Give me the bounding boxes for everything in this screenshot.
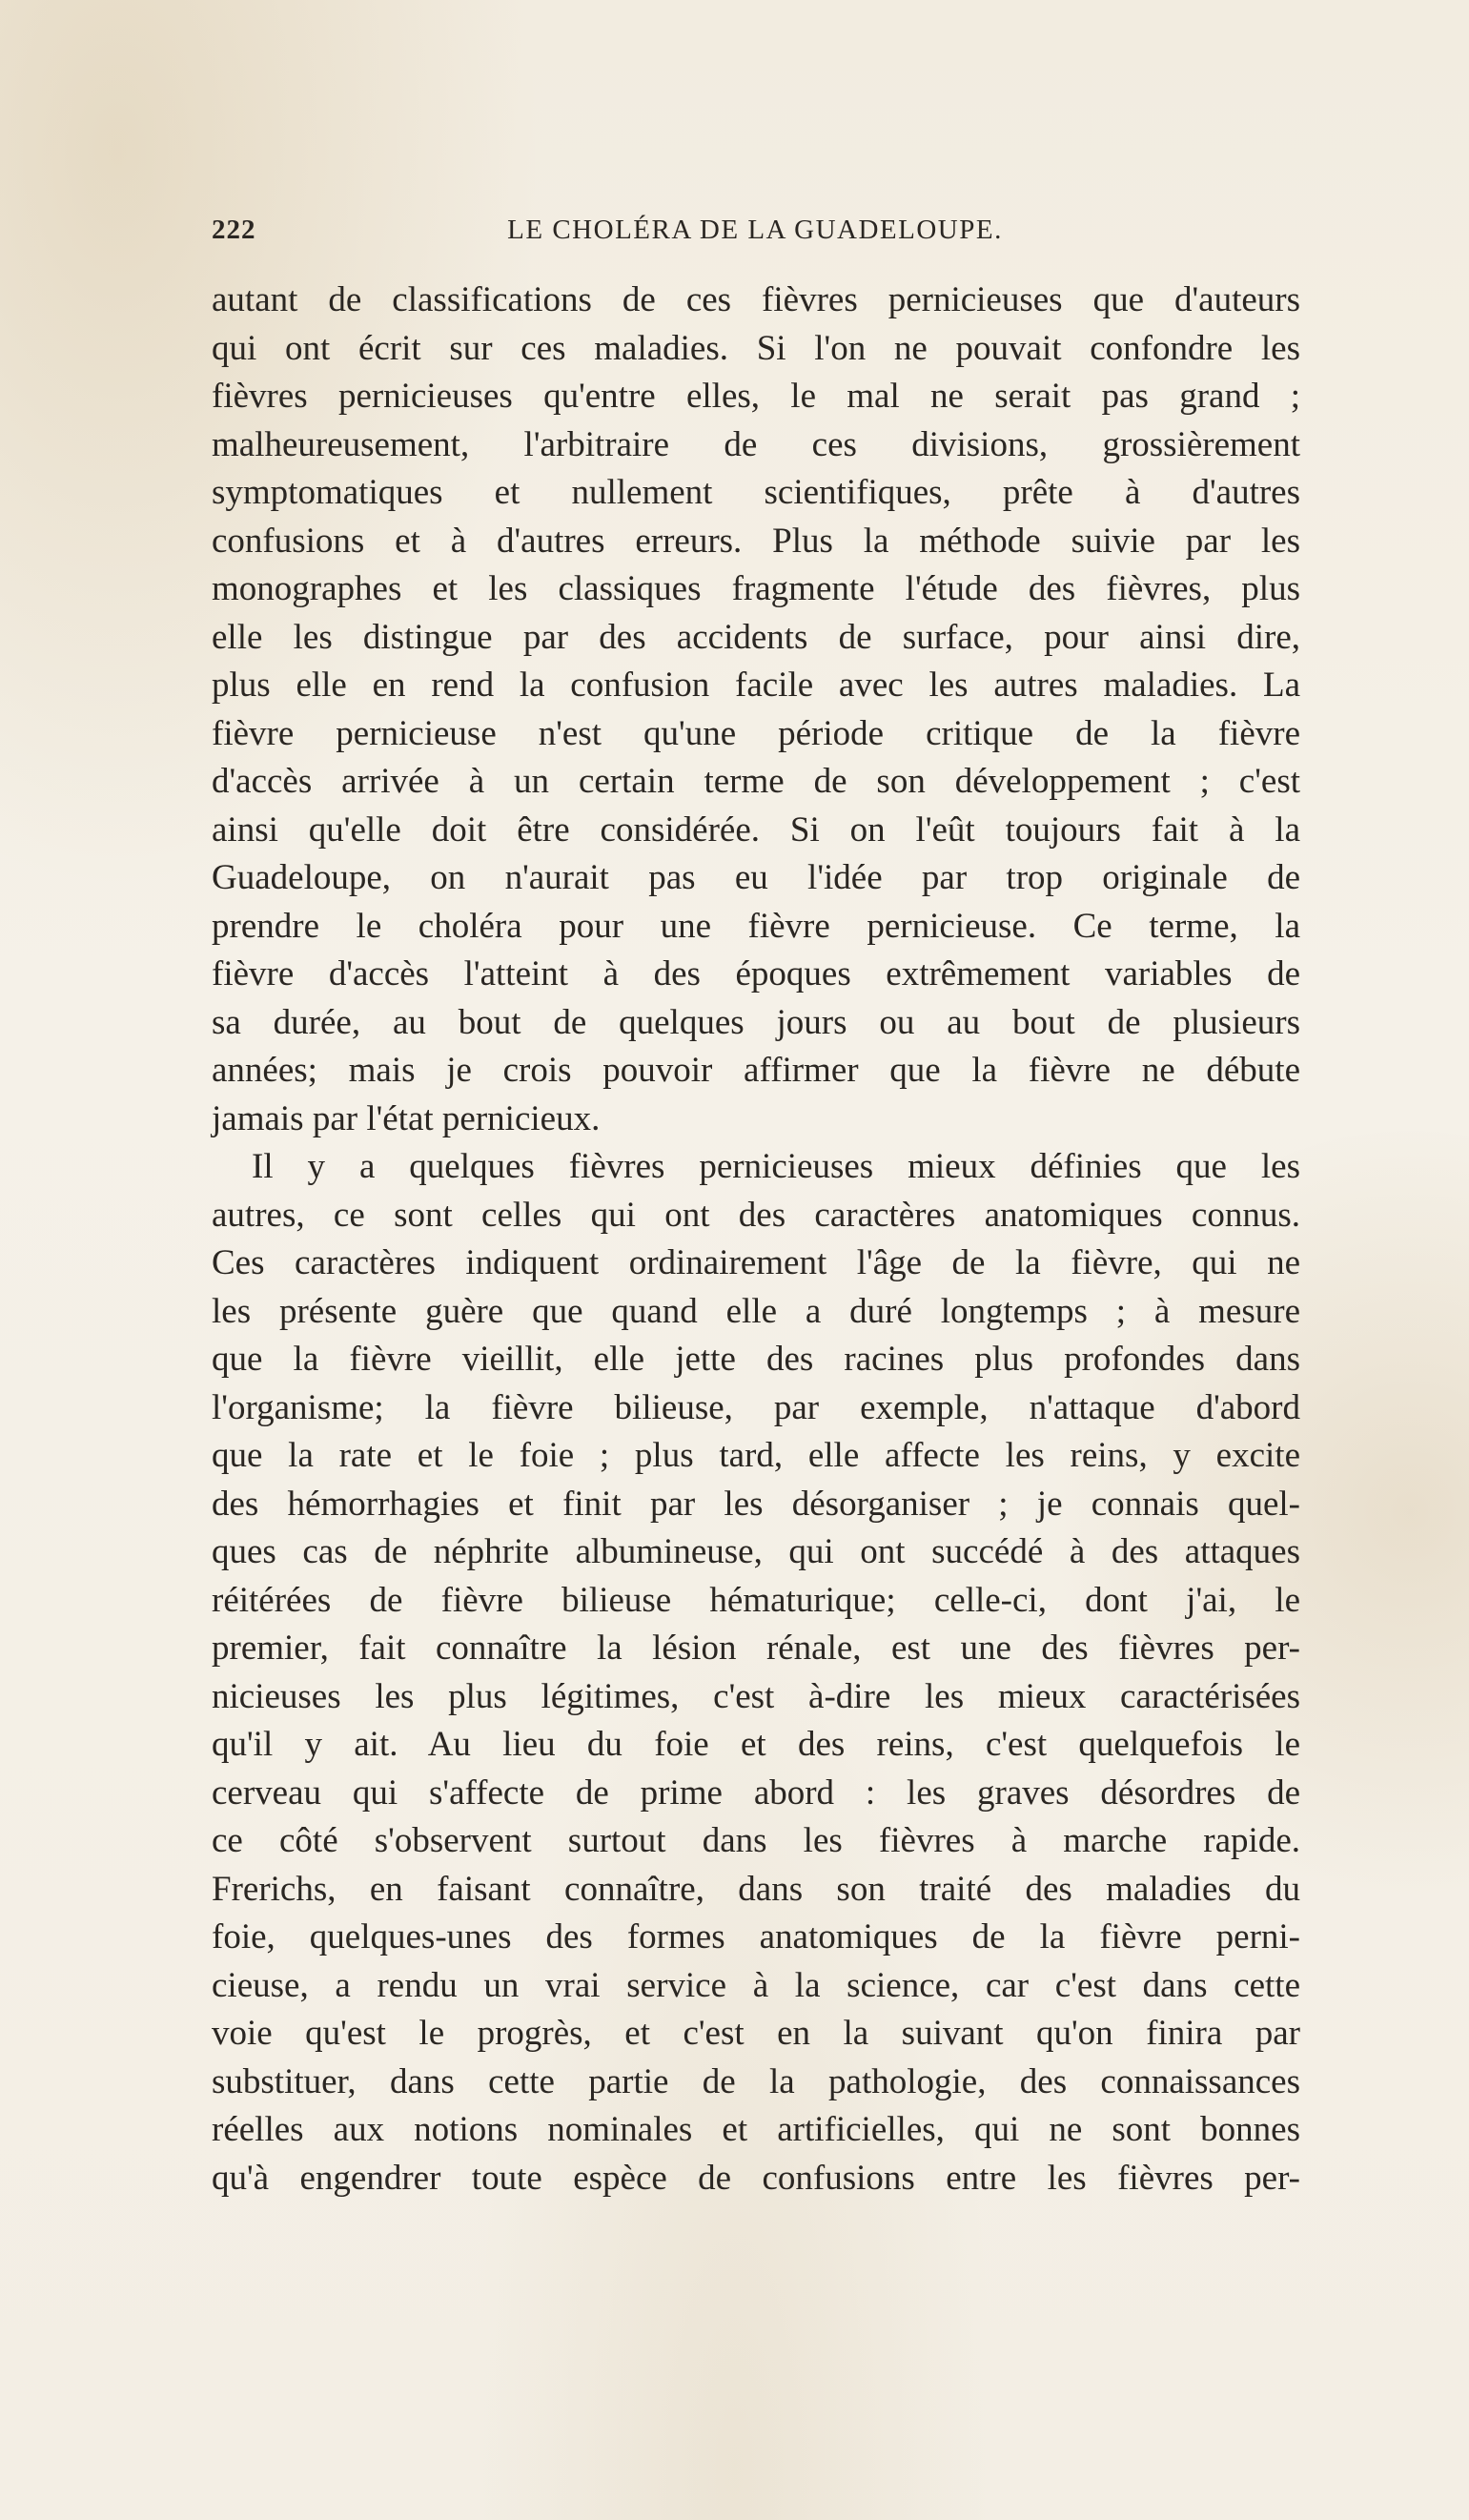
text-line: monographes et les classiques fragmente l'étude des fièvres, plus <box>212 569 1300 608</box>
text-line: symptomatiques et nullement scientifiques, prête à d'autres <box>212 473 1300 512</box>
text-line: Ces caractères indiquent ordinairement l'âge de la fièvre, qui ne <box>212 1243 1300 1282</box>
body-text <box>212 277 1300 2202</box>
text-line: ce côté s'observent surtout dans les fièvres à marche rapide. <box>212 1821 1300 1860</box>
text-line: cerveau qui s'affecte de prime abord : les graves désordres de <box>212 1772 1300 1813</box>
text-line: fièvres pernicieuses qu'entre elles, le mal ne serait pas grand ; <box>212 377 1300 416</box>
text-line: ainsi qu'elle doit être considérée. Si on l'eût toujours fait à la <box>212 809 1300 850</box>
paragraph-end-line: jamais par l'état pernicieux. <box>212 1098 601 1138</box>
page-header <box>212 215 1298 253</box>
text-line: qui ont écrit sur ces maladies. Si l'on ne pouvait confondre les <box>212 328 1300 368</box>
text-line: fièvre d'accès l'atteint à des époques extrêmement variables de <box>212 954 1300 994</box>
text-line: substituer, dans cette partie de la pathologie, des connaissances <box>212 2061 1300 2101</box>
text-line: réitérées de fièvre bilieuse hématurique; celle-ci, dont j'ai, le <box>212 1580 1300 1620</box>
text-line: ques cas de néphrite albumineuse, qui ont succédé à des attaques <box>212 1532 1300 1571</box>
text-line: premier, fait connaître la lésion rénale, est une des fièvres per- <box>212 1629 1300 1668</box>
text-line: les présente guère que quand elle a duré longtemps ; à mesure <box>212 1291 1300 1331</box>
text-line: plus elle en rend la confusion facile avec les autres maladies. La <box>212 666 1300 705</box>
text-line: voie qu'est le progrès, et c'est en la suivant qu'on finira par <box>212 2014 1300 2053</box>
text-line: des hémorrhagies et finit par les désorganiser ; je connais quel- <box>212 1484 1300 1524</box>
text-line: autant de classifications de ces fièvres pernicieuses que d'auteurs <box>212 280 1300 319</box>
text-line: Guadeloupe, on n'aurait pas eu l'idée par trop originale de <box>212 858 1300 897</box>
running-head: LE CHOLÉRA DE LA GUADELOUPE. <box>507 215 1003 245</box>
text-line: qu'il y ait. Au lieu du foie et des reins, c'est quelquefois le <box>212 1725 1300 1764</box>
text-line: malheureusement, l'arbitraire de ces divisions, grossièrement <box>212 424 1300 464</box>
text-line: que la fièvre vieillit, elle jette des racines plus profondes dans <box>212 1340 1300 1379</box>
text-line: qu'à engendrer toute espèce de confusions entre les fièvres per- <box>212 2158 1300 2198</box>
text-line: prendre le choléra pour une fièvre pernicieuse. Ce terme, la <box>212 906 1300 946</box>
text-line: fièvre pernicieuse n'est qu'une période critique de la fièvre <box>212 713 1300 753</box>
text-line: l'organisme; la fièvre bilieuse, par exemple, n'attaque d'abord <box>212 1387 1300 1427</box>
text-line: elle les distingue par des accidents de surface, pour ainsi dire, <box>212 617 1300 657</box>
text-line: années; mais je crois pouvoir affirmer que la fièvre ne débute <box>212 1051 1300 1090</box>
text-line: réelles aux notions nominales et artificielles, qui ne sont bonnes <box>212 2110 1300 2149</box>
text-line: d'accès arrivée à un certain terme de son développement ; c'est <box>212 762 1300 801</box>
text-line: confusions et à d'autres erreurs. Plus la méthode suivie par les <box>212 521 1300 561</box>
text-line: Frerichs, en faisant connaître, dans son traité des maladies du <box>212 1869 1300 1909</box>
text-line: que la rate et le foie ; plus tard, elle affecte les reins, y excite <box>212 1436 1300 1475</box>
page-number: 222 <box>212 215 256 245</box>
text-line: sa durée, au bout de quelques jours ou au bout de plusieurs <box>212 1002 1300 1042</box>
text-line: autres, ce sont celles qui ont des caractères anatomiques connus. <box>212 1195 1300 1235</box>
text-line: nicieuses les plus légitimes, c'est à-dire les mieux caractérisées <box>212 1676 1300 1716</box>
text-line: foie, quelques-unes des formes anatomiques de la fièvre perni- <box>212 1917 1300 1957</box>
paragraph-start-line: Il y a quelques fièvres pernicieuses mieux définies que les <box>252 1147 1300 1186</box>
text-line: cieuse, a rendu un vrai service à la science, car c'est dans cette <box>212 1965 1300 2005</box>
